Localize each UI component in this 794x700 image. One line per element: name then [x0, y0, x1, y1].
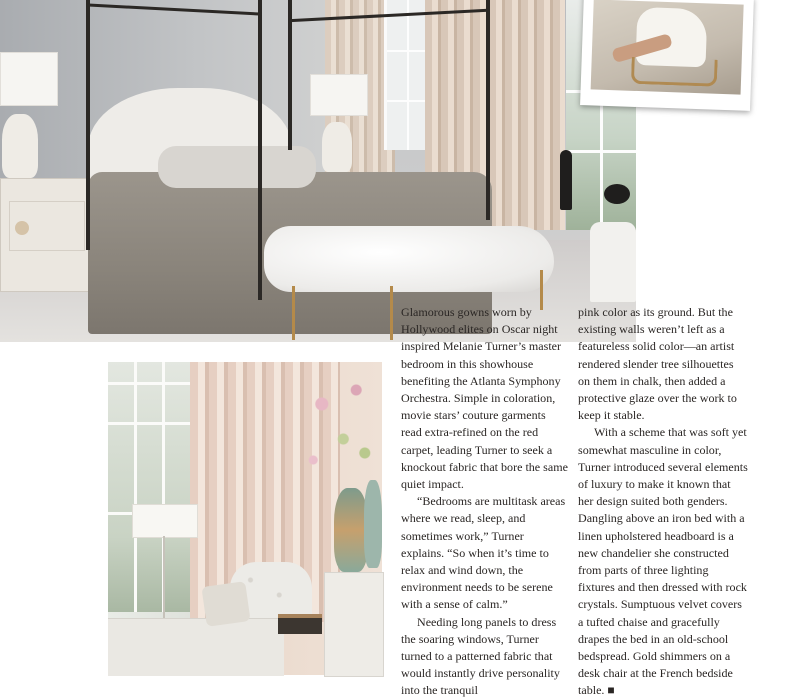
window — [108, 362, 190, 612]
side-table — [324, 572, 384, 677]
bed-pillow — [158, 146, 316, 188]
fur-bench — [264, 226, 554, 292]
crane-sculpture — [604, 184, 630, 204]
canopy-post — [86, 0, 90, 250]
article-paragraph: “Bedrooms are multitask areas where we read, sleep, and sometimes work,” Turner explains. “So when it’s time to relax and wind down, the environment needs to be serene with a sense of calm.” — [401, 494, 566, 612]
chaise-pillow — [201, 581, 250, 627]
bedroom-photo — [0, 0, 636, 342]
article-paragraph: pink color as its ground. But the existing walls weren’t left as a featureless solid color—an artist rendered slender tree silhouettes on them in chalk, then added a protective glaze over the work to keep it stable. — [578, 305, 737, 423]
article-column-2 — [578, 304, 748, 698]
crane-sculpture — [560, 150, 572, 210]
designer-portrait — [591, 0, 744, 95]
stacked-books — [278, 614, 322, 634]
article-paragraph: With a scheme that was soft yet somewhat masculine in color, Turner introduced several elements of luxury to make it known that her design suited both genders. Dangling above an iron bed with a linen upholstered headboard is a new chandelier she constructed from parts of three lighting fixtures and then dressed with rock crystals. Sumptuous velvet covers a tufted chaise and gracefully drapes the bed in an old-school bedspread. Gold shimmers on a desk chair at the French bedside table. ■ — [578, 425, 748, 698]
ottoman — [590, 222, 636, 302]
lamp-shade — [310, 74, 368, 116]
vase — [334, 488, 368, 572]
bench-leg — [390, 286, 393, 340]
article-column-1 — [401, 304, 569, 698]
lamp-base — [322, 122, 352, 172]
article-paragraph: Glamorous gowns worn by Hollywood elites on Oscar night inspired Melanie Turner’s master bedroom in this showhouse benefiting the Atlanta Symphony Orchestra. Simple in coloration, movie stars’ couture garments read extra-refined on the red carpet, leading Turner to seek a knockout fabric that bore the same quiet impact. — [401, 305, 568, 492]
bench-leg — [292, 286, 295, 340]
designer-portrait-polaroid — [580, 0, 754, 111]
vase — [364, 480, 382, 568]
article-paragraph: Needing long panels to dress the soaring windows, Turner turned to a patterned fabric that would instantly drive personality into the tranquil — [401, 614, 560, 698]
canopy-post — [288, 0, 292, 150]
lamp-shade — [132, 504, 198, 538]
lamp-base — [2, 114, 38, 178]
chaise-seat — [108, 618, 284, 676]
lamp-shade — [0, 52, 58, 106]
canopy-post — [486, 0, 490, 220]
nightstand — [0, 178, 94, 292]
chaise-corner-photo — [108, 362, 382, 675]
canopy-post — [258, 0, 262, 300]
